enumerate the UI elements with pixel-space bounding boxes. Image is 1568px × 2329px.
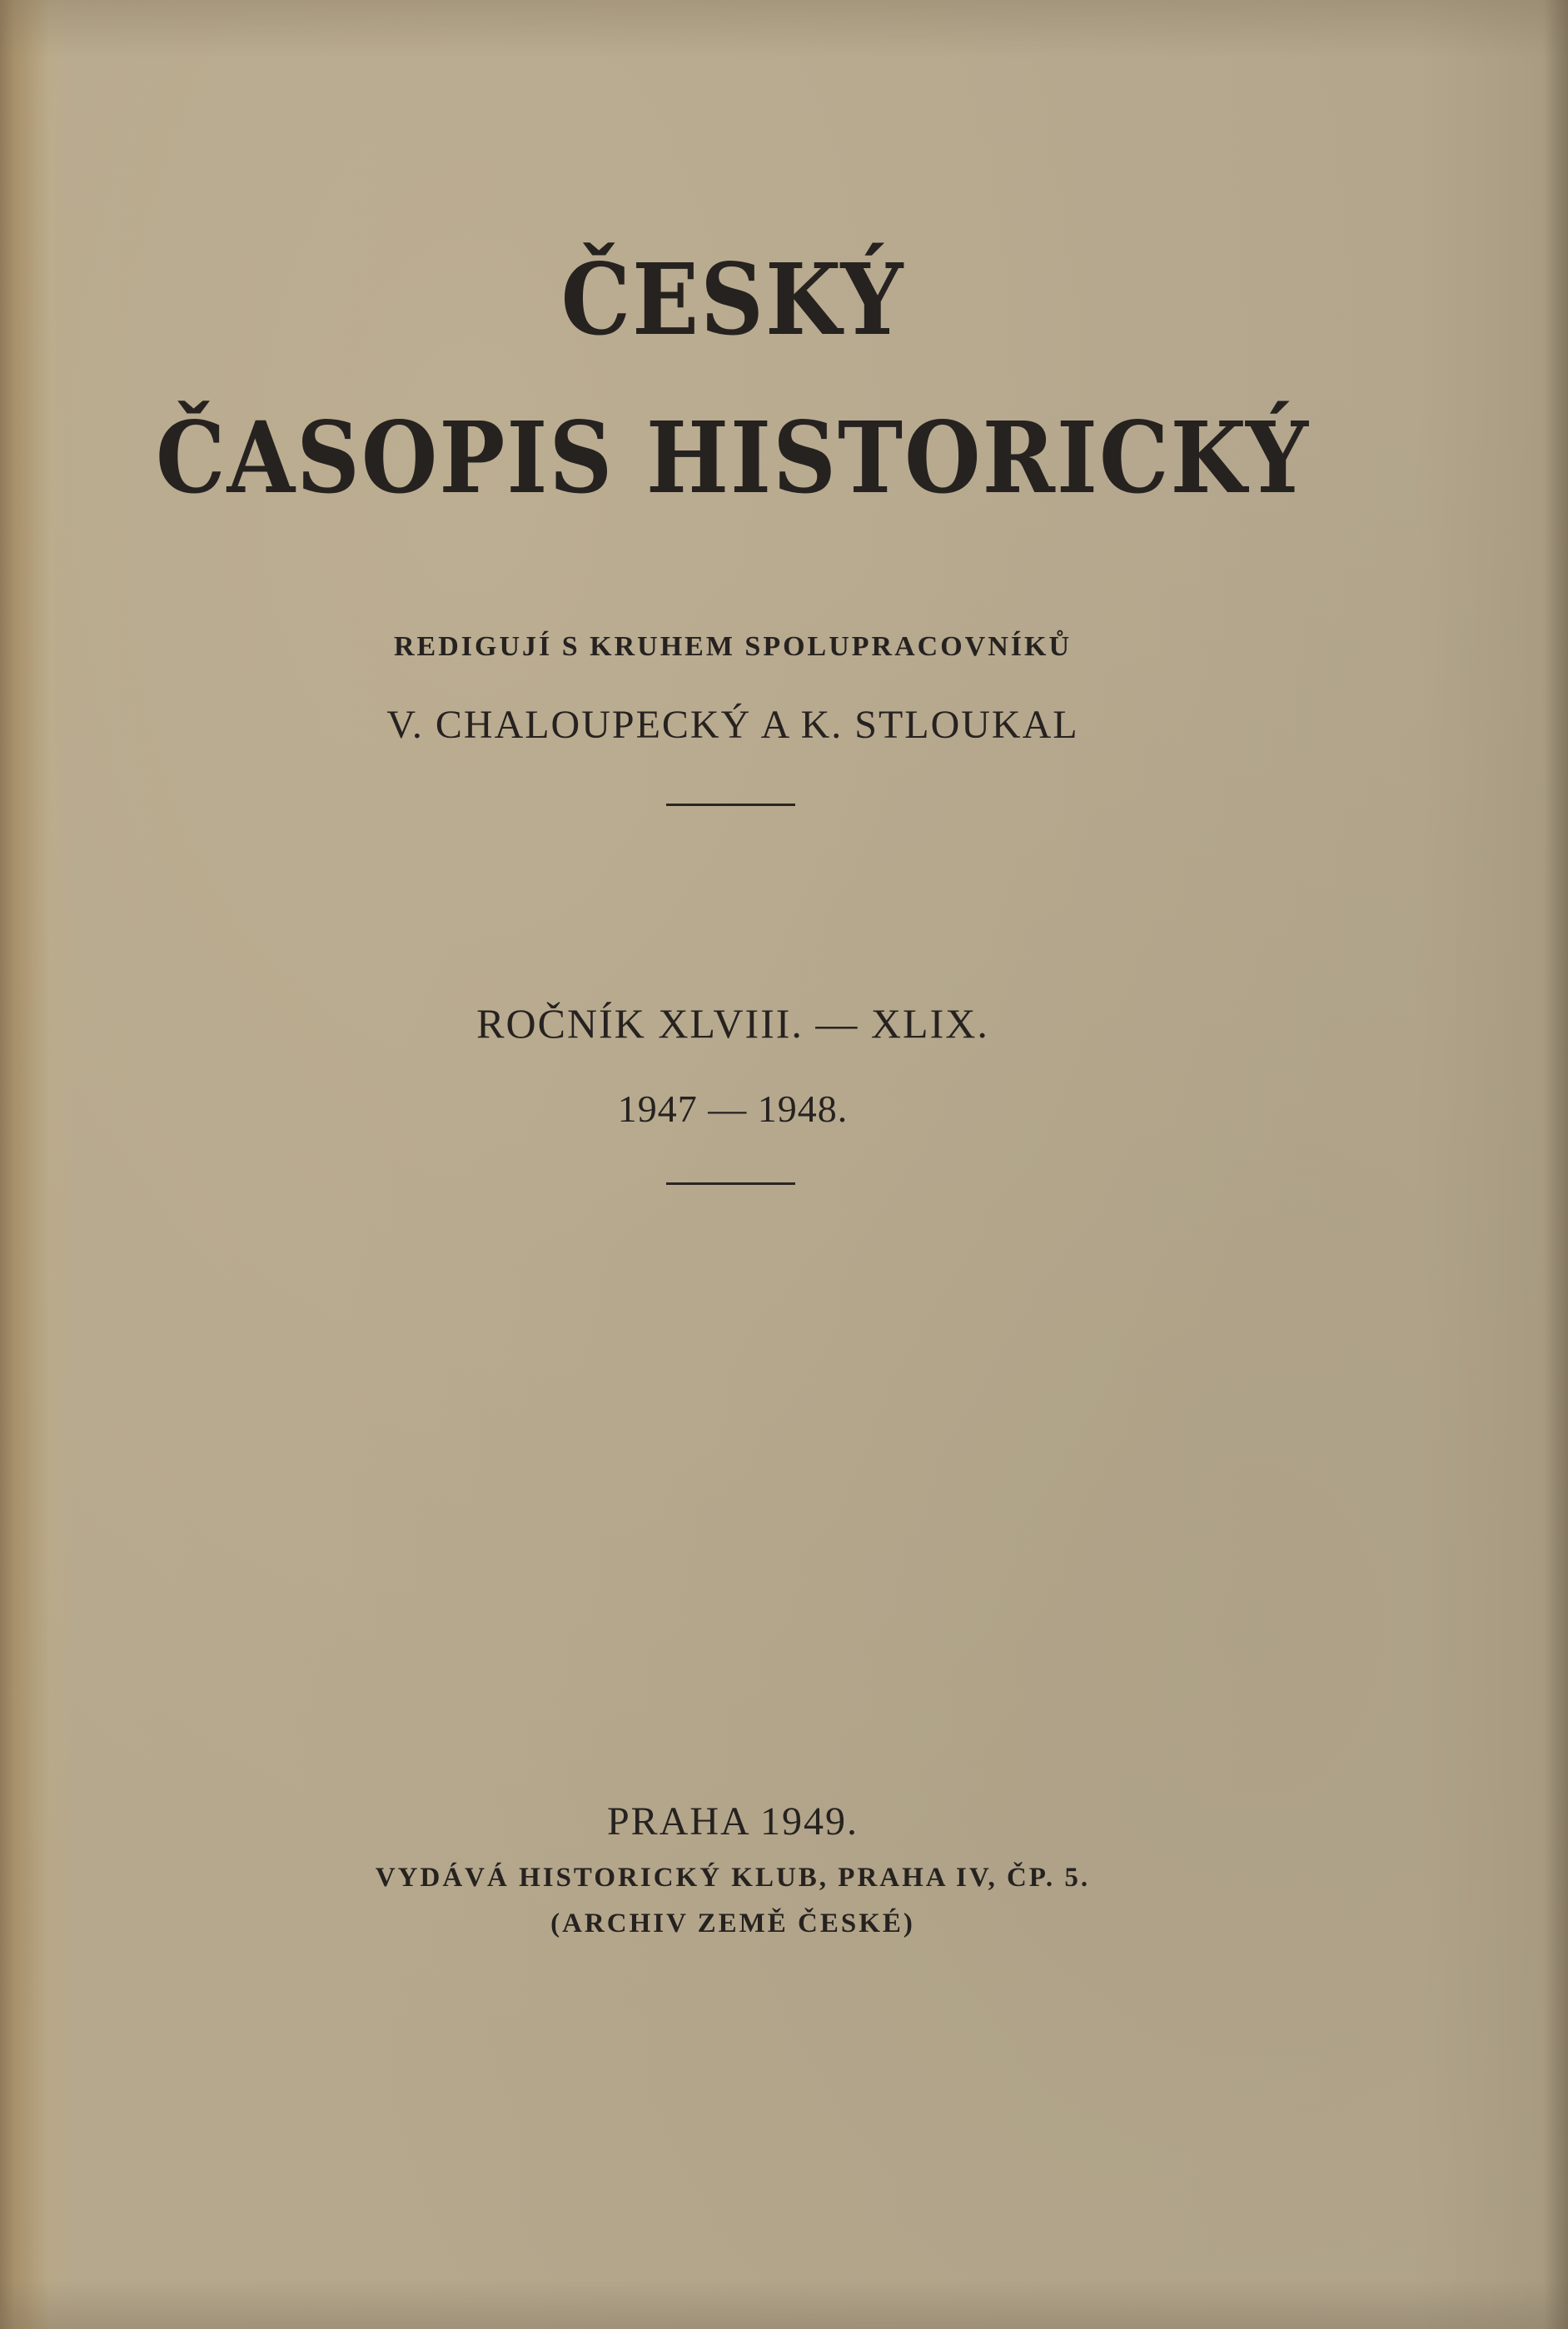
top-edge-wear [0,0,1568,58]
bottom-edge-wear [0,2279,1568,2329]
publication-place-year: PRAHA 1949. [606,1799,859,1844]
editors-names: V. CHALOUPECKÝ A K. STLOUKAL [386,703,1079,747]
right-edge-shadow [1545,0,1568,2329]
publisher-line: VYDÁVÁ HISTORICKÝ KLUB, PRAHA IV, ČP. 5. [375,1863,1091,1893]
editors-intro: REDIGUJÍ S KRUHEM SPOLUPRACOVNÍKŮ [394,631,1072,662]
divider-rule-bottom [666,1182,795,1185]
title-line-1: ČESKÝ [560,241,905,357]
title-line-2: ČASOPIS HISTORICKÝ [156,400,1310,515]
volume-number: ROČNÍK XLVIII. — XLIX. [476,1000,989,1047]
divider-rule-top [666,804,795,806]
volume-years: 1947 — 1948. [617,1087,849,1130]
archive-line: (ARCHIV ZEMĚ ČESKÉ) [550,1908,915,1938]
